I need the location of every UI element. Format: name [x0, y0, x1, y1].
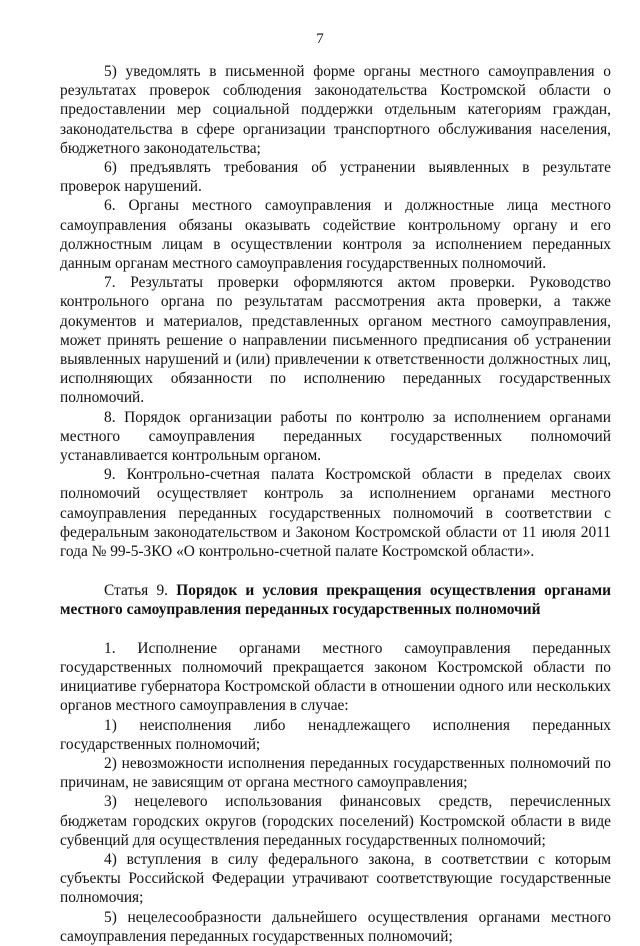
list-item: 5) нецелесообразности дальнейшего осуществления органами местного самоуправления переданных государственных полномочий;	[60, 908, 611, 945]
list-item: 3) нецелевого использования финансовых средств, перечисленных бюджетам городских округов (городских поселений) Костромской области в виде субвенций для осуществления переданных государственных полномочий;	[60, 793, 611, 849]
document-body	[60, 62, 611, 946]
paragraph: 9. Контрольно-счетная палата Костромской области в пределах своих полномочий осуществляет контроль за исполнением органами местного самоуправления переданных государственных полномочий в соответствии с федеральным законодательством и Законом Костромской области от 11 июля 2011 года № 99-5-ЗКО «О контрольно-счетной палате Костромской области».	[60, 466, 611, 561]
paragraph: 8. Порядок организации работы по контролю за исполнением органами местного самоуправления переданных государственных полномочий устанавливается контрольным органом.	[60, 408, 611, 465]
paragraph: 1. Исполнение органами местного самоуправления переданных государственных полномочий прекращается законом Костромской области по инициативе губернатора Костромской области в отношении одного или нескольких органов местного самоуправления в случае:	[60, 639, 611, 715]
article-heading	[60, 581, 611, 619]
list-item: 4) вступления в силу федерального закона, в соответствии с которым субъекты Российской Федерации утрачивают соответствующие государственные полномочия;	[60, 850, 611, 907]
paragraph: 6) предъявлять требования об устранении выявленных в результате проверок нарушений.	[60, 159, 611, 196]
page-number: 7	[316, 31, 324, 47]
article-label: Статья 9.	[104, 582, 169, 600]
article-title: Порядок и условия прекращения осуществления органами местного самоуправления переданных государственных полномочий	[60, 582, 611, 619]
list-item: 2) невозможности исполнения переданных государственных полномочий по причинам, не зависящим от органа местного самоуправления;	[60, 754, 611, 792]
paragraph: 5) уведомлять в письменной форме органы местного самоуправления о результатах проверок соблюдения законодательства Костромской области о предоставлении мер социальной поддержки отдельным категориям граждан, законодательства в сфере организации транспортного обслуживания населения, бюджетного законодательства;	[60, 63, 611, 157]
list-item: 1) неисполнения либо ненадлежащего исполнения переданных государственных полномочий;	[60, 716, 611, 753]
paragraph: 7. Результаты проверки оформляются актом проверки. Руководство контрольного органа по результатам рассмотрения акта проверки, а также документов и материалов, представленных органом местного самоуправления, может принять решение о направлении письменного предписания об устранении выявленных нарушений и (или) привлечении к ответственности должностных лиц, исполняющих обязанности по исполнению переданных государственных полномочий.	[60, 274, 611, 407]
paragraph: 6. Органы местного самоуправления и должностные лица местного самоуправления обязаны оказывать содействие контрольному органу и его должностным лицам в осуществлении контроля за исполнением переданных данным органам местного самоуправления государственных полномочий.	[60, 197, 611, 273]
